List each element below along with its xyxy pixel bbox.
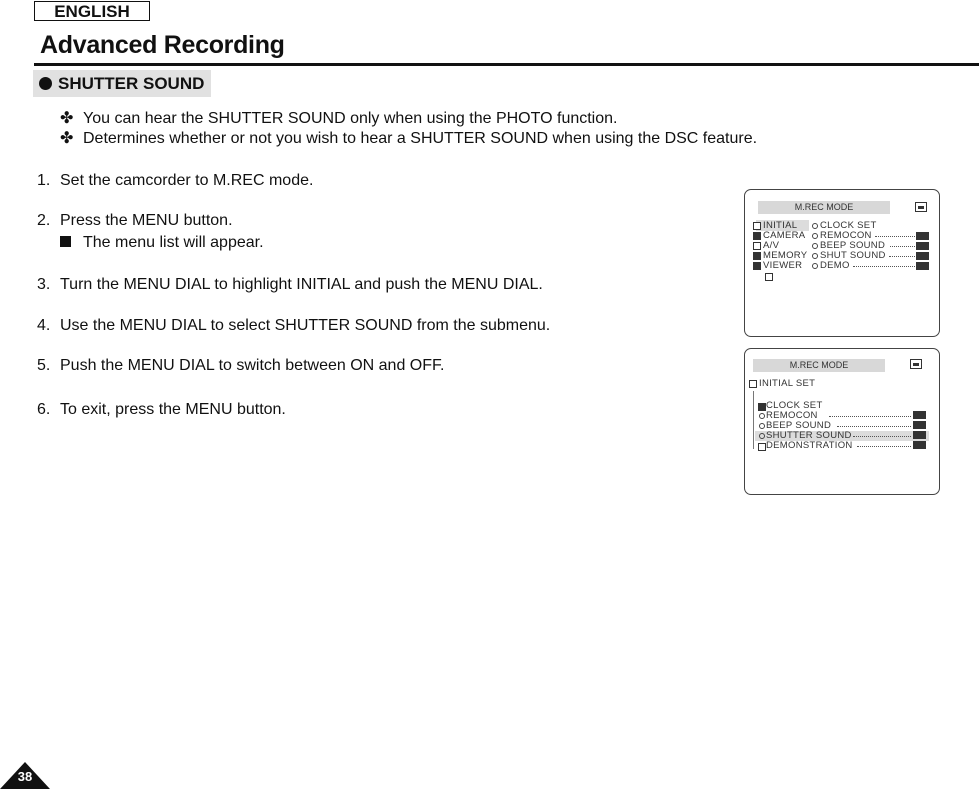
item-clock-set: CLOCK SET <box>766 400 823 411</box>
note-1-text: You can hear the SHUTTER SOUND only when using the PHOTO function. <box>83 110 618 127</box>
bullet-dot-icon <box>39 77 52 90</box>
submenu-clock-set: CLOCK SET <box>820 220 877 231</box>
item-beep-sound: BEEP SOUND <box>766 420 832 431</box>
viewer-icon <box>753 262 761 270</box>
note-1 <box>60 108 617 128</box>
item-demonstration: DEMONSTRATION <box>766 440 853 451</box>
step-4: 4. Use the MENU DIAL to select SHUTTER SOUND from the submenu. <box>37 317 551 334</box>
initial-icon <box>753 222 761 230</box>
value-indicator <box>916 262 929 270</box>
memory-card-icon <box>915 202 927 212</box>
menu-item-av: A/V <box>763 240 780 251</box>
item-bullet-icon <box>759 433 765 439</box>
submenu-bullet-icon <box>812 223 818 229</box>
menu-item-initial: INITIAL <box>763 220 798 231</box>
step-3: 3. Turn the MENU DIAL to highlight INITIAL and push the MENU DIAL. <box>37 276 543 293</box>
value-indicator <box>916 242 929 250</box>
memory-icon <box>753 252 761 260</box>
submenu-beep-sound: BEEP SOUND <box>820 240 886 251</box>
submenu-shut-sound: SHUT SOUND <box>820 250 886 261</box>
group-title: INITIAL SET <box>759 378 816 389</box>
cross-bullet-icon: ✤ <box>60 130 74 147</box>
page-number: 38 <box>17 769 33 784</box>
value-indicator <box>916 252 929 260</box>
mode-label: M.REC MODE <box>753 359 885 372</box>
menu-item-viewer: VIEWER <box>763 260 803 271</box>
av-icon <box>753 242 761 250</box>
submenu-bullet-icon <box>812 263 818 269</box>
submenu-bullet-icon <box>812 243 818 249</box>
mode-label: M.REC MODE <box>758 201 890 214</box>
demo-icon <box>758 443 766 451</box>
item-bullet-icon <box>759 413 765 419</box>
note-2-text: Determines whether or not you wish to hear a SHUTTER SOUND when using the DSC feature. <box>83 130 758 147</box>
menu-item-memory: MEMORY <box>763 250 808 261</box>
cross-bullet-icon: ✤ <box>60 110 74 127</box>
menu-screen-1 <box>744 189 940 337</box>
submenu-bullet-icon <box>812 253 818 259</box>
item-remocon: REMOCON <box>766 410 818 421</box>
language-tab: ENGLISH <box>34 1 150 21</box>
return-icon <box>765 273 773 281</box>
step-5: 5. Push the MENU DIAL to switch between ON and OFF. <box>37 357 445 374</box>
step-1: 1. Set the camcorder to M.REC mode. <box>37 172 314 189</box>
value-indicator <box>913 421 926 429</box>
submenu-remocon: REMOCON <box>820 230 872 241</box>
square-bullet-icon <box>60 236 71 247</box>
submenu-bullet-icon <box>812 233 818 239</box>
value-indicator <box>913 441 926 449</box>
initial-icon <box>749 380 757 388</box>
menu-screen-2 <box>744 348 940 495</box>
submenu-demo: DEMO <box>820 260 850 271</box>
step-6: 6. To exit, press the MENU button. <box>37 401 286 418</box>
section-heading <box>33 70 211 97</box>
title-rule <box>34 63 979 66</box>
menu-item-camera: CAMERA <box>763 230 806 241</box>
page-title: Advanced Recording <box>40 31 285 59</box>
camera-icon <box>753 232 761 240</box>
value-indicator <box>913 411 926 419</box>
item-bullet-icon <box>759 423 765 429</box>
note-2 <box>60 128 757 148</box>
value-indicator <box>913 431 926 439</box>
substep: The menu list will appear. <box>60 234 264 252</box>
item-shutter-sound: SHUTTER SOUND <box>766 430 852 441</box>
section-title: SHUTTER SOUND <box>58 74 205 93</box>
value-indicator <box>916 232 929 240</box>
step-2: 2. Press the MENU button. <box>37 212 233 229</box>
memory-card-icon <box>910 359 922 369</box>
clock-icon <box>758 403 766 411</box>
